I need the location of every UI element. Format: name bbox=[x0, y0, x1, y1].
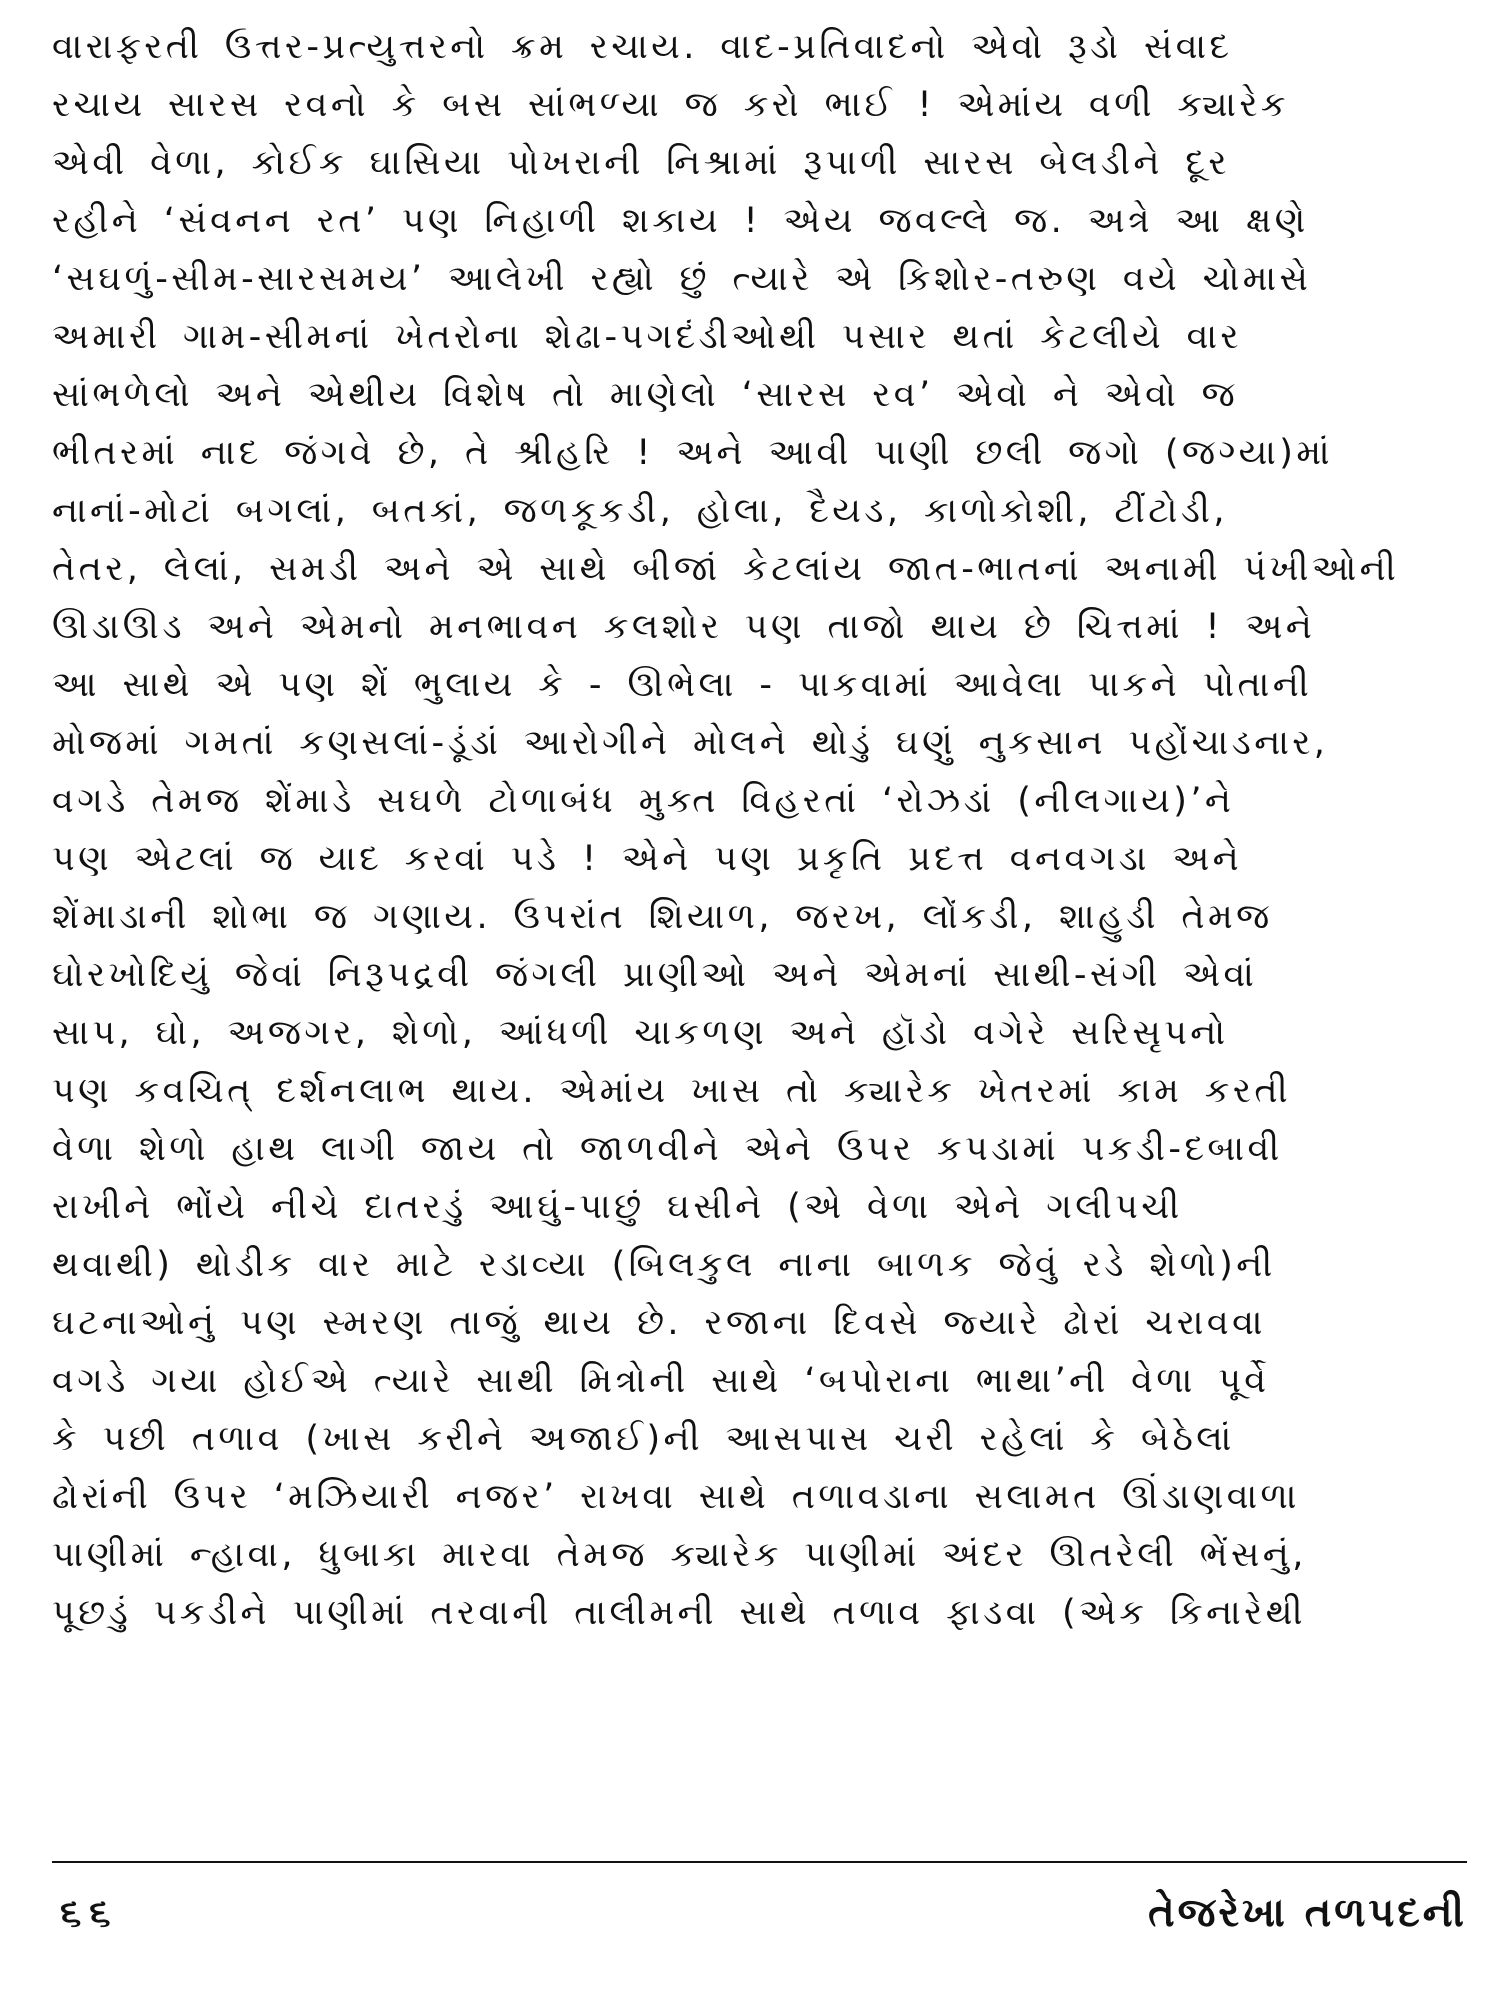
page-footer bbox=[52, 1890, 1467, 1950]
text-line: વગડે ગયા હોઈએ ત્યારે સાથી મિત્રોની સાથે ‘બપોરાના ભાથા’ની વેળા પૂર્વે bbox=[52, 1361, 1270, 1401]
text-line: ઘોરખોદિયું જેવાં નિરૂપદ્રવી જંગલી પ્રાણીઓ અને એમનાં સાથી-સંગી એવાં bbox=[52, 955, 1258, 995]
text-line: વેળા શેળો હાથ લાગી જાય તો જાળવીને એને ઉપર કપડામાં પકડી-દબાવી bbox=[52, 1129, 1283, 1169]
text-line: વગડે તેમજ શેંમાડે સઘળે ટોળાબંધ મુક્ત વિહરતાં ‘રોઝડાં (નીલગાય)’ને bbox=[52, 781, 1235, 821]
text-line: રાખીને ભોંયે નીચે દાતરડું આઘું-પાછું ઘસીને (એ વેળા એને ગલીપચી bbox=[52, 1187, 1183, 1227]
text-line: થવાથી) થોડીક વાર માટે રડાવ્યા (બિલકુલ નાના બાળક જેવું રડે શેળો)ની bbox=[52, 1245, 1276, 1285]
text-line: ભીતરમાં નાદ જંગવે છે, તે શ્રીહરિ ! અને આવી પાણી છલી જગો (જગ્યા)માં bbox=[52, 433, 1334, 473]
text-line: સાંભળેલો અને એથીય વિશેષ તો માણેલો ‘સારસ રવ’ એવો ને એવો જ bbox=[52, 375, 1239, 415]
text-line: કે પછી તળાવ (ખાસ કરીને અજાઈ)ની આસપાસ ચરી રહેલાં કે બેઠેલાં bbox=[52, 1419, 1235, 1459]
text-line: પાણીમાં ન્હાવા, ધુબાકા મારવા તેમજ ક્યારેક પાણીમાં અંદર ઊતરેલી ભેંસનું, bbox=[52, 1535, 1307, 1575]
text-line: પણ કવચિત્ દર્શનલાભ થાય. એમાંય ખાસ તો ક્યારેક ખેતરમાં કામ કરતી bbox=[52, 1071, 1291, 1111]
text-line: રચાય સારસ રવનો કે બસ સાંભળ્યા જ કરો ભાઈ ! એમાંય વળી ક્યારેક bbox=[52, 85, 1289, 125]
text-line: ઢોરાંની ઉપર ‘મઝિયારી નજર’ રાખવા સાથે તળાવડાના સલામત ઊંડાણવાળા bbox=[52, 1477, 1300, 1517]
text-line: પૂછડું પકડીને પાણીમાં તરવાની તાલીમની સાથે તળાવ ફાડવા (એક કિનારેથી bbox=[52, 1593, 1306, 1633]
page-number: ૬૬ bbox=[60, 1890, 119, 1934]
text-line: તેતર, લેલાં, સમડી અને એ સાથે બીજાં કેટલાંય જાત-ભાતનાં અનામી પંખીઓની bbox=[52, 549, 1400, 589]
text-line: શેંમાડાની શોભા જ ગણાય. ઉપરાંત શિયાળ, જરખ, લોંકડી, શાહુડી તેમજ bbox=[52, 897, 1273, 937]
book-page bbox=[52, 18, 1467, 1978]
footer-divider bbox=[52, 1861, 1467, 1863]
text-line: અમારી ગામ-સીમનાં ખેતરોના શેઢા-પગદંડીઓથી પસાર થતાં કેટલીયે વાર bbox=[52, 317, 1242, 357]
body-paragraph bbox=[52, 18, 1467, 1642]
text-line: ઊડાઊડ અને એમનો મનભાવન કલશોર પણ તાજો થાય છે ચિત્તમાં ! અને bbox=[52, 607, 1316, 647]
text-line: રહીને ‘સંવનન રત’ પણ નિહાળી શકાય ! એય જવલ્લે જ. અત્રે આ ક્ષણે bbox=[52, 201, 1309, 241]
text-line: પણ એટલાં જ યાદ કરવાં પડે ! એને પણ પ્રકૃતિ પ્રદત્ત વનવગડા અને bbox=[52, 839, 1243, 879]
text-line: ઘટનાઓનું પણ સ્મરણ તાજું થાય છે. રજાના દિવસે જ્યારે ઢોરાં ચરાવવા bbox=[52, 1303, 1266, 1343]
text-line: એવી વેળા, કોઈક ઘાસિયા પોખરાની નિશ્રામાં રૂપાળી સારસ બેલડીને દૂર bbox=[52, 143, 1230, 183]
text-line: મોજમાં ગમતાં કણસલાં-ડૂંડાં આરોગીને મોલને થોડું ઘણું નુકસાન પહોંચાડનાર, bbox=[52, 723, 1329, 763]
text-line: ‘સઘળું-સીમ-સારસમય’ આલેખી રહ્યો છું ત્યારે એ કિશોર-તરુણ વયે ચોમાસે bbox=[52, 259, 1312, 299]
book-title: તેજરેખા તળપદની bbox=[1148, 1890, 1467, 1936]
text-line: આ સાથે એ પણ શેં ભુલાય કે - ઊભેલા - પાકવામાં આવેલા પાકને પોતાની bbox=[52, 665, 1313, 705]
text-line: નાનાં-મોટાં બગલાં, બતકાં, જળકૂકડી, હોલા, દૈયડ, કાળોકોશી, ટીંટોડી, bbox=[52, 491, 1228, 531]
text-line: સાપ, ઘો, અજગર, શેળો, આંધળી ચાકળણ અને હૉડો વગેરે સરિસૃપનો bbox=[52, 1013, 1229, 1053]
text-line: વારાફરતી ઉત્તર-પ્રત્યુત્તરનો ક્રમ રચાય. વાદ-પ્રતિવાદનો એવો રૂડો સંવાદ bbox=[52, 27, 1233, 67]
